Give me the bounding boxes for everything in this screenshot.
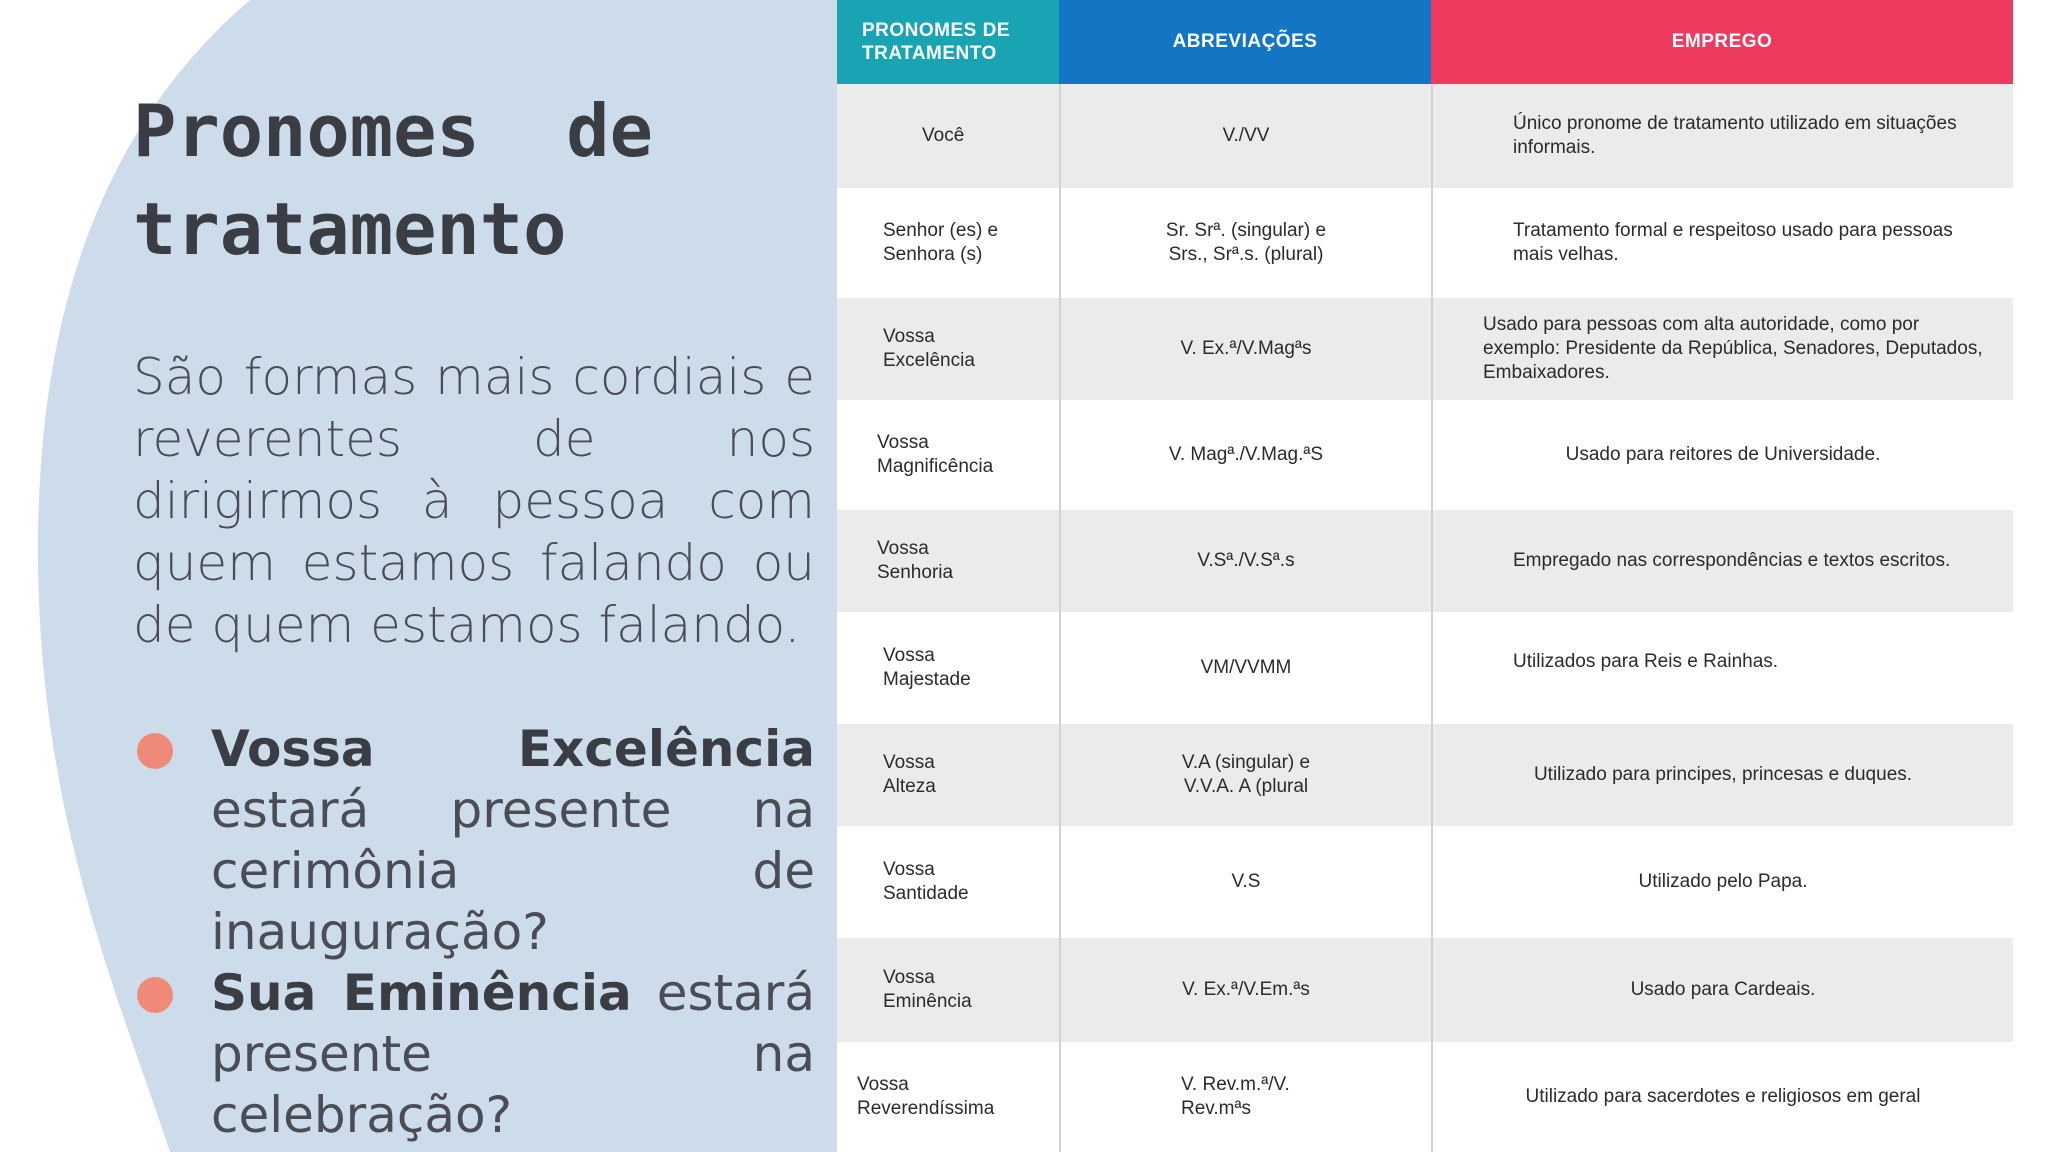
example-item [133, 963, 815, 1146]
header-pronoun: PRONOMES DE TRATAMENTO [837, 0, 1059, 84]
example-list [133, 719, 815, 1146]
table-row [837, 510, 2013, 612]
cell-abbrev: V. Ex.ª/V.Magªs [1059, 298, 1431, 400]
cell-pronoun: Vossa Excelência [883, 326, 975, 371]
cell-pronoun: Vossa Alteza [883, 752, 936, 797]
cell-pronoun: Vossa Santidade [883, 859, 969, 904]
cell-pronoun: Vossa Majestade [883, 645, 971, 690]
table-header [837, 0, 2013, 84]
example-pronoun: Vossa Excelência [211, 720, 815, 778]
table-row [837, 612, 2013, 724]
table-row [837, 826, 2013, 938]
table-row [837, 400, 2013, 510]
cell-pronoun: Vossa Reverendíssima [857, 1074, 995, 1119]
table-row [837, 298, 2013, 400]
cell-abbrev: V.Sª./V.Sª.s [1059, 510, 1431, 612]
cell-usage: Usado para pessoas com alta autoridade, como por exemplo: Presidente da República, Senadores, Deputados, Embaixadores. [1431, 298, 2013, 400]
cell-usage: Utilizado para sacerdotes e religiosos em geral [1431, 1042, 2013, 1152]
cell-pronoun: Vossa Magnificência [877, 432, 994, 477]
intro-paragraph: São formas mais cordiais e reverentes de nos dirigirmos à pessoa com quem estamos falando ou de quem estamos falando. [133, 348, 815, 654]
cell-pronoun: Você [922, 125, 965, 146]
cell-pronoun: Vossa Senhoria [877, 538, 954, 583]
cell-abbrev: VM/VVMM [1059, 612, 1431, 724]
cell-usage: Tratamento formal e respeitoso usado para pessoas mais velhas. [1431, 188, 2013, 298]
cell-pronoun: Senhor (es) e Senhora (s) [883, 220, 999, 265]
cell-usage: Usado para Cardeais. [1431, 938, 2013, 1042]
table-row [837, 938, 2013, 1042]
cell-abbrev: V. Rev.m.ª/V. Rev.mªs [1059, 1042, 1431, 1152]
example-pronoun: Sua Eminência [211, 964, 632, 1022]
slide-title: Pronomes de tratamento [133, 89, 653, 271]
cell-abbrev: V.S [1059, 826, 1431, 938]
table-row [837, 84, 2013, 188]
cell-abbrev: V. Ex.ª/V.Em.ªs [1059, 938, 1431, 1042]
cell-usage: Único pronome de tratamento utilizado em situações informais. [1431, 84, 2013, 188]
table-row [837, 1042, 2013, 1152]
cell-abbrev: V. Magª./V.Mag.ªS [1059, 400, 1431, 510]
header-usage: EMPREGO [1431, 0, 2013, 84]
cell-usage: Empregado nas correspondências e textos escritos. [1431, 510, 2013, 612]
pronouns-table [837, 0, 2013, 1152]
table-row [837, 188, 2013, 298]
cell-pronoun: Vossa Eminência [883, 967, 972, 1012]
bullet-dot-icon [137, 977, 173, 1013]
cell-abbrev: V./VV [1059, 84, 1431, 188]
header-abbrev: ABREVIAÇÕES [1059, 0, 1431, 84]
cell-usage: Utilizados para Reis e Rainhas. [1431, 612, 2013, 724]
example-item [133, 719, 815, 963]
cell-usage: Utilizado para principes, princesas e duques. [1431, 724, 2013, 826]
table-row [837, 724, 2013, 826]
bullet-dot-icon [137, 733, 173, 769]
example-text: estará presente na celebração? [211, 964, 815, 1144]
cell-abbrev: Sr. Srª. (singular) e Srs., Srª.s. (plural) [1059, 188, 1431, 298]
example-text: estará presente na cerimônia de inauguração? [211, 781, 815, 961]
cell-abbrev: V.A (singular) e V.V.A. A (plural [1059, 724, 1431, 826]
cell-usage: Utilizado pelo Papa. [1431, 826, 2013, 938]
cell-usage: Usado para reitores de Universidade. [1431, 400, 2013, 510]
